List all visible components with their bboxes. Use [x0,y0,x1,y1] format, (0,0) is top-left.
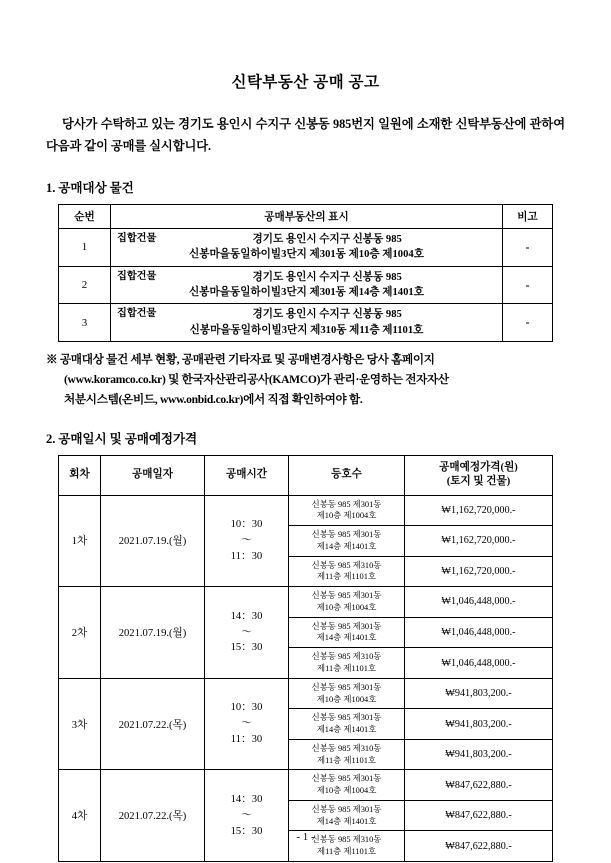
cell-remark: - [503,229,553,267]
cell-unit-line1: 신봉동 985 제301동 [311,591,382,601]
cell-price: ₩1,162,720,000.- [405,495,553,526]
cell-date: 2021.07.22.(목) [101,770,205,862]
cell-unit [289,678,405,709]
cell-unit-line2: 제10층 제1004호 [316,511,377,521]
cell-price: ₩847,622,880.- [405,770,553,801]
cell-time [205,770,289,862]
cell-property-line2: 신봉마을동일하이빌3단지 제310동 제11층 제1101호 [189,324,424,336]
cell-unit-line2: 제10층 제1004호 [316,786,377,796]
cell-unit [289,648,405,679]
cell-property-kind: 집합건물 [117,233,157,245]
cell-date: 2021.07.19.(월) [101,587,205,679]
cell-unit [289,495,405,526]
cell-time [205,495,289,587]
column-header-no: 순번 [59,205,111,229]
cell-unit [289,617,405,648]
column-header-time: 공매시간 [205,456,289,496]
auction-properties-table [58,204,553,342]
cell-unit-line2: 제14층 제1401호 [316,816,377,826]
cell-unit-line2: 제11층 제1101호 [317,847,376,857]
page-number: - 1 - [296,831,315,843]
cell-property-line1: 경기도 용인시 수지구 신봉동 985 [252,234,402,246]
cell-unit-line1: 신봉동 985 제310동 [311,743,382,753]
cell-property-line1: 경기도 용인시 수지구 신봉동 985 [252,309,402,321]
column-header-price-line1: 공매예정가격(원) [439,462,518,473]
page-title: 신탁부동산 공매 공고 [231,74,380,91]
cell-time-start: 10：30 [230,519,263,531]
column-header-price-line2: (토지 및 건물) [446,476,511,488]
cell-unit [289,739,405,770]
cell-remark: - [503,304,553,342]
cell-property-line2: 신봉마을동일하이빌3단지 제301동 제10층 제1004호 [189,249,424,261]
note-line-3: 처분시스템(온비드, www.onbid.co.kr)에서 직접 확인하여야 함. [64,393,363,407]
note-line-2: (www.koramco.co.kr) 및 한국자산관리공사(KAMCO)가 관리·운영하는 전자자산 [64,373,449,387]
cell-property [111,266,503,304]
cell-price: ₩847,622,880.- [405,831,553,862]
cell-unit-line2: 제11층 제1101호 [317,755,376,765]
cell-no: 2 [59,266,111,304]
section-1-note [46,350,565,410]
cell-time-start: 10：30 [230,702,263,714]
cell-unit [289,556,405,587]
intro-paragraph: 당사가 수탁하고 있는 경기도 용인시 수지구 신봉동 985번지 일원에 소재한 신탁부동산에 관하여 다음과 같이 공매를 실시합니다. [46,117,565,153]
cell-no: 3 [59,304,111,342]
table-row [59,266,553,304]
table-header-row [59,205,553,229]
column-header-round: 회차 [59,456,101,496]
cell-price: ₩1,162,720,000.- [405,526,553,557]
column-header-price [405,456,553,496]
cell-time-end: 11：30 [230,550,263,562]
cell-unit-line2: 제11층 제1101호 [317,572,376,582]
cell-price: ₩1,162,720,000.- [405,556,553,587]
table-row [59,770,553,801]
cell-round: 3차 [59,678,101,770]
cell-date: 2021.07.22.(목) [101,678,205,770]
column-header-property: 공매부동산의 표시 [111,205,503,229]
cell-date: 2021.07.19.(월) [101,495,205,587]
cell-unit [289,709,405,740]
table-row [59,587,553,618]
cell-price: ₩1,046,448,000.- [405,587,553,618]
cell-unit-line1: 신봉동 985 제301동 [311,682,382,692]
cell-round: 2차 [59,587,101,679]
cell-property-line1: 경기도 용인시 수지구 신봉동 985 [252,271,402,283]
cell-time-start: 14：30 [230,793,263,805]
cell-price: ₩847,622,880.- [405,800,553,831]
table-row [59,304,553,342]
cell-property [111,229,503,267]
cell-unit-line1: 신봉동 985 제301동 [311,713,382,723]
cell-unit-line1: 신봉동 985 제301동 [311,774,382,784]
cell-unit-line1: 신봉동 985 제310동 [311,835,382,845]
cell-unit-line1: 신봉동 985 제301동 [311,499,382,509]
cell-unit [289,770,405,801]
column-header-unit: 등호수 [289,456,405,496]
column-header-date: 공매일자 [101,456,205,496]
cell-price: ₩941,803,200.- [405,739,553,770]
section-2-heading: 2. 공매일시 및 공매예정가격 [46,432,198,446]
cell-unit-line2: 제10층 제1004호 [316,602,377,612]
auction-schedule-table [58,455,553,862]
cell-time-end: 15：30 [230,642,263,654]
cell-round: 1차 [59,495,101,587]
cell-unit-line1: 신봉동 985 제301동 [311,804,382,814]
cell-time [205,678,289,770]
cell-price: ₩941,803,200.- [405,678,553,709]
cell-round: 4차 [59,770,101,862]
cell-time-separator: ～ [241,809,252,821]
cell-unit [289,587,405,618]
cell-unit [289,526,405,557]
cell-time-separator: ～ [241,534,252,546]
cell-price: ₩1,046,448,000.- [405,648,553,679]
cell-time-separator: ～ [241,718,252,730]
cell-property-kind: 집합건물 [117,270,157,282]
cell-remark: - [503,266,553,304]
cell-unit-line1: 신봉동 985 제301동 [311,621,382,631]
cell-unit-line1: 신봉동 985 제310동 [311,652,382,662]
cell-time-separator: ～ [241,626,252,638]
table-row [59,229,553,267]
table-header-row [59,456,553,496]
cell-property-line2: 신봉마을동일하이빌3단지 제301동 제14층 제1401호 [189,287,424,299]
cell-time-start: 14：30 [230,610,263,622]
cell-time-end: 15：30 [230,825,263,837]
cell-unit-line2: 제14층 제1401호 [316,725,377,735]
cell-price: ₩941,803,200.- [405,709,553,740]
table-row [59,678,553,709]
note-line-1: ※ 공매대상 물건 세부 현황, 공매관련 기타자료 및 공매변경사항은 당사 홈페이지 [46,353,435,367]
cell-property-kind: 집합건물 [117,308,157,320]
cell-time [205,587,289,679]
cell-no: 1 [59,229,111,267]
cell-price: ₩1,046,448,000.- [405,617,553,648]
cell-time-end: 11：30 [230,734,263,746]
section-1-heading: 1. 공매대상 물건 [46,181,134,196]
cell-unit-line1: 신봉동 985 제310동 [311,560,382,570]
cell-unit-line2: 제10층 제1004호 [316,694,377,704]
cell-unit-line1: 신봉동 985 제301동 [311,530,382,540]
column-header-remark: 비고 [503,205,553,229]
cell-property [111,304,503,342]
cell-unit-line2: 제11층 제1101호 [317,664,376,674]
cell-unit-line2: 제14층 제1401호 [316,541,377,551]
table-row [59,495,553,526]
cell-unit [289,800,405,831]
cell-unit-line2: 제14층 제1401호 [316,633,377,643]
